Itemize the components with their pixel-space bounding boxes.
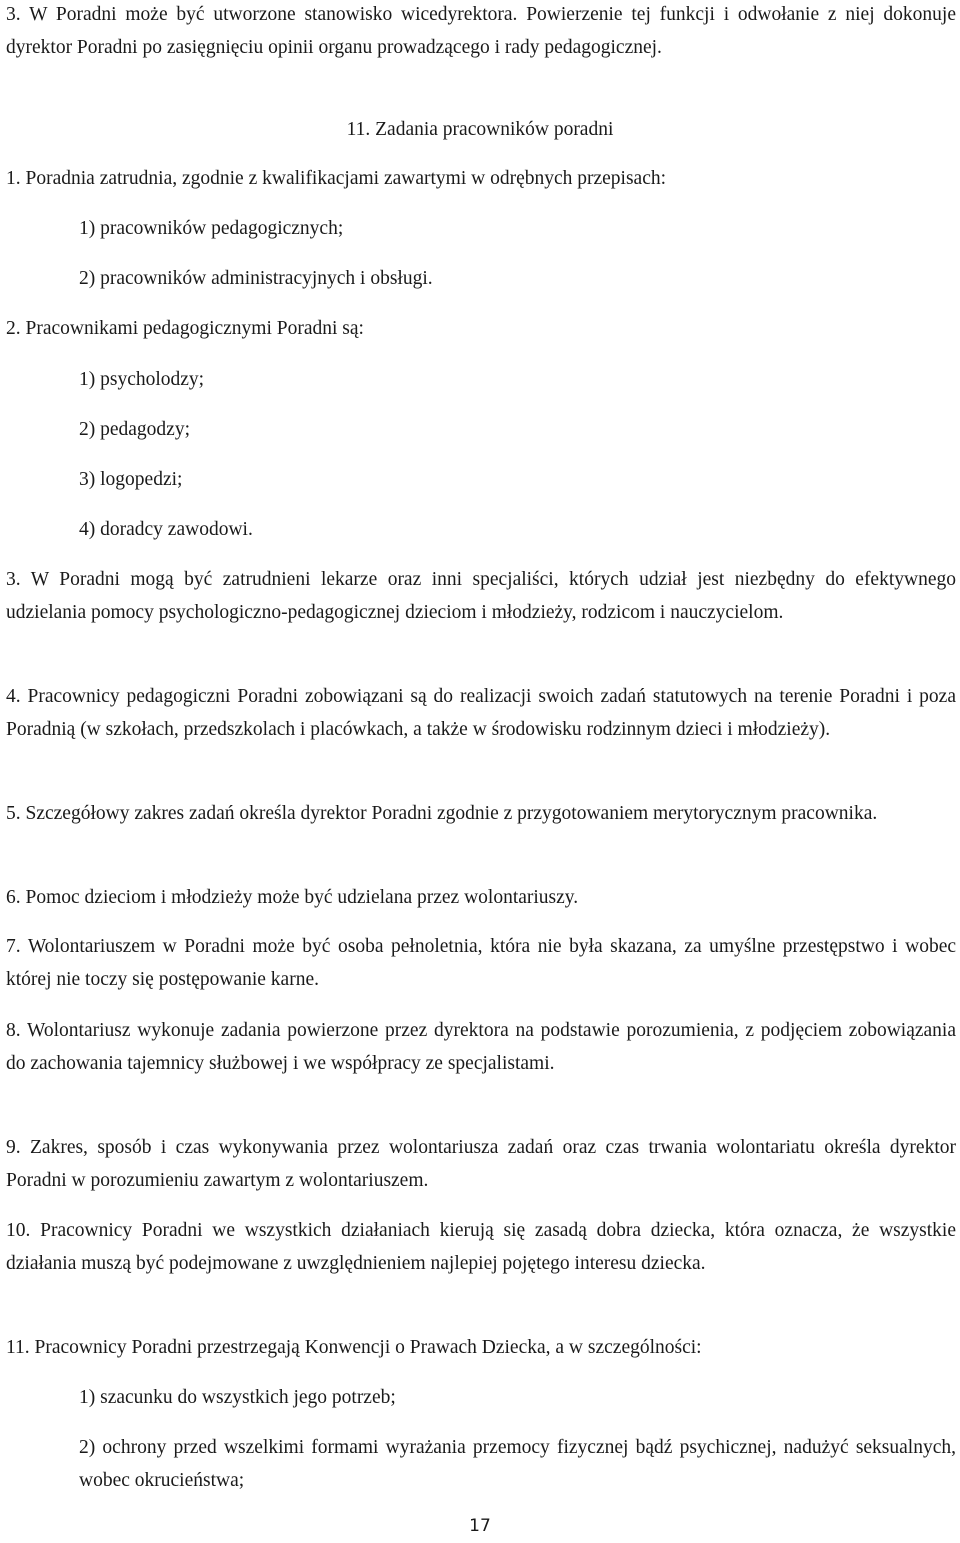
list-item: 2) pedagodzy;: [79, 419, 191, 440]
list-item: 2) ochrony przed wszelkimi formami wyrażania przemocy fizycznej bądź psychicznej, nadużyć seksualnych, wobec okrucieństwa;: [79, 1437, 956, 1491]
list-item: 1) psycholodzy;: [79, 369, 205, 390]
paragraph-3: 3. W Poradni mogą być zatrudnieni lekarze oraz inni specjaliści, których udział jest niezbędny do efektywnego udzielania pomocy psychologiczno-pedagogicznej dzieciom i młodzieży, rodzicom i nauczycielom.: [6, 569, 956, 623]
list-item: 1) pracowników pedagogicznych;: [79, 218, 344, 239]
paragraph-5: 5. Szczegółowy zakres zadań określa dyrektor Poradni zgodnie z przygotowaniem merytorycznym pracownika.: [6, 803, 878, 824]
paragraph-10: 10. Pracownicy Poradni we wszystkich działaniach kierują się zasadą dobra dziecka, która oznacza, że wszystkie działania muszą być podejmowane z uwzględnieniem najlepiej pojętego interesu dziecka.: [6, 1220, 956, 1274]
paragraph-2: 2. Pracownikami pedagogicznymi Poradni są:: [6, 318, 364, 339]
paragraph-3-vice-director: 3. W Poradni może być utworzone stanowisko wicedyrektora. Powierzenie tej funkcji i odwołanie z niej dokonuje dyrektor Poradni po zasięgnięciu opinii organu prowadzącego i rady pedagogicznej.: [6, 4, 956, 58]
list-item: 1) szacunku do wszystkich jego potrzeb;: [79, 1387, 396, 1408]
list-item: 4) doradcy zawodowi.: [79, 519, 253, 540]
list-item: 2) pracowników administracyjnych i obsługi.: [79, 268, 433, 289]
paragraph-8: 8. Wolontariusz wykonuje zadania powierzone przez dyrektora na podstawie porozumienia, z podjęciem zobowiązania do zachowania tajemnicy służbowej i we współpracy ze specjalistami.: [6, 1020, 956, 1074]
page-number: 17: [469, 1516, 491, 1536]
list-item: 3) logopedzi;: [79, 469, 183, 490]
paragraph-9: 9. Zakres, sposób i czas wykonywania przez wolontariusza zadań oraz czas trwania wolontariatu określa dyrektor Poradni w porozumieniu zawartym z wolontariuszem.: [6, 1137, 956, 1191]
paragraph-1: 1. Poradnia zatrudnia, zgodnie z kwalifikacjami zawartymi w odrębnych przepisach:: [6, 168, 667, 189]
paragraph-6: 6. Pomoc dzieciom i młodzieży może być udzielana przez wolontariuszy.: [6, 887, 579, 908]
section-heading: 11. Zadania pracowników poradni: [346, 119, 614, 140]
paragraph-4: 4. Pracownicy pedagogiczni Poradni zobowiązani są do realizacji swoich zadań statutowych na terenie Poradni i poza Poradnią (w szkołach, przedszkolach i placówkach, a także w środowisku rodzinnym dzieci i młodzieży).: [6, 686, 956, 740]
paragraph-11: 11. Pracownicy Poradni przestrzegają Konwencji o Prawach Dziecka, a w szczególności:: [6, 1337, 702, 1358]
paragraph-7: 7. Wolontariuszem w Poradni może być osoba pełnoletnia, która nie była skazana, za umyślne przestępstwo i wobec której nie toczy się postępowanie karne.: [6, 936, 956, 990]
